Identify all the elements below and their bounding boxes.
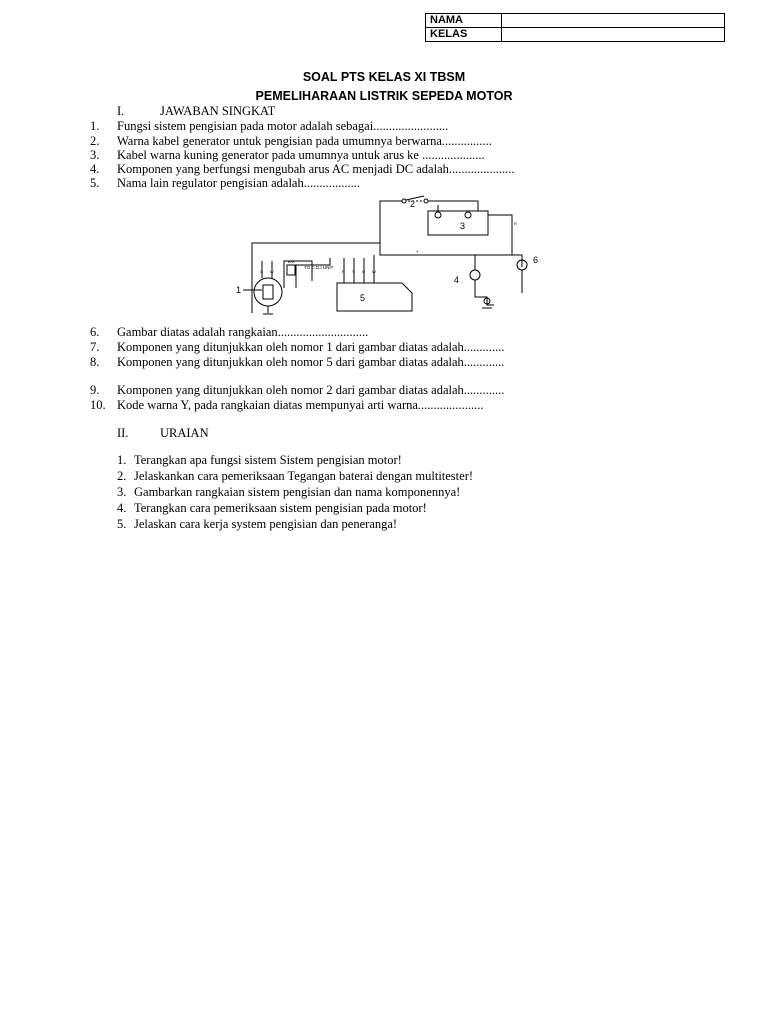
question-number: 10. xyxy=(90,398,106,412)
question-text: Kabel warna kuning generator pada umumnya untuk arus ke .................... xyxy=(117,148,485,162)
section2-numeral: II. xyxy=(117,426,129,440)
student-id-table xyxy=(425,13,725,42)
question-text: Jelaskan cara kerja system pengisian dan peneranga! xyxy=(134,517,398,531)
question-number: 4. xyxy=(117,501,127,515)
class-label: KELAS xyxy=(426,28,502,42)
question-9 xyxy=(90,383,505,398)
question-8 xyxy=(90,355,505,370)
label-1: 1 xyxy=(236,285,242,295)
question-text: Fungsi sistem pengisian pada motor adalah sebagai........................ xyxy=(117,119,449,133)
question-5 xyxy=(90,176,360,191)
wire-code: G xyxy=(260,269,264,274)
question-number: 4. xyxy=(90,162,100,176)
charging-circuit-diagram xyxy=(232,193,572,323)
switch-contact-right xyxy=(424,199,428,203)
question-number: 8. xyxy=(90,355,100,369)
question-number: 9. xyxy=(90,383,100,397)
wire-left-top xyxy=(252,201,402,313)
question-4 xyxy=(90,162,515,177)
wire-code: Y xyxy=(416,249,419,254)
question-number: 3. xyxy=(117,485,127,499)
question-text: Komponen yang ditunjukkan oleh nomor 1 dari gambar diatas adalah............. xyxy=(117,340,505,354)
question-number: 1. xyxy=(90,119,100,133)
wire-code: Y xyxy=(352,269,355,274)
switch-contact-left xyxy=(402,199,406,203)
label-3: 3 xyxy=(460,221,466,231)
exam-subtitle: PEMELIHARAAN LISTRIK SEPEDA MOTOR xyxy=(255,89,513,103)
generator-1 xyxy=(254,278,282,306)
wire-code: W xyxy=(372,269,376,274)
question-number: 1. xyxy=(117,453,127,467)
essay-question-3 xyxy=(117,485,461,500)
wire-code: B/R xyxy=(288,259,295,264)
question-text: Komponen yang berfungsi mengubah arus AC menjadi DC adalah..................... xyxy=(117,162,515,176)
essay-question-1 xyxy=(117,453,402,468)
question-number: 7. xyxy=(90,340,100,354)
question-7 xyxy=(90,340,505,355)
question-number: 5. xyxy=(117,517,127,531)
question-text: Komponen yang ditunjukkan oleh nomor 2 dari gambar diatas adalah............. xyxy=(117,383,505,397)
question-10 xyxy=(90,398,484,413)
wire-code: G xyxy=(362,269,366,274)
label-2: 2 xyxy=(410,199,416,209)
exciter-coil xyxy=(287,265,295,275)
question-number: 5. xyxy=(90,176,100,190)
wire-top-right xyxy=(428,201,478,211)
generator-coil xyxy=(263,285,273,299)
wire-code: R xyxy=(514,221,517,226)
section1-heading: JAWABAN SINGKAT xyxy=(160,104,276,118)
essay-question-5 xyxy=(117,517,398,532)
question-text: Nama lain regulator pengisian adalah.................. xyxy=(117,176,360,190)
question-number: 2. xyxy=(90,134,100,148)
question-3 xyxy=(90,148,485,163)
question-6 xyxy=(90,325,369,340)
class-row xyxy=(426,28,725,42)
question-text: Kode warna Y, pada rangkaian diatas mempunyai arti warna..................... xyxy=(117,398,484,412)
wire-code: W xyxy=(270,269,274,274)
label-4: 4 xyxy=(454,275,460,285)
question-number: 3. xyxy=(90,148,100,162)
label-5: 5 xyxy=(360,293,366,303)
question-text: Komponen yang ditunjukkan oleh nomor 5 dari gambar diatas adalah............. xyxy=(117,355,505,369)
lamp-4 xyxy=(470,270,480,280)
wire-bat-right xyxy=(488,215,512,243)
regulator-block-5 xyxy=(337,283,412,311)
essay-question-4 xyxy=(117,501,427,516)
cdi-label: TO C.D.I UNIT xyxy=(304,265,334,270)
wire-mid xyxy=(380,243,512,255)
question-text: Terangkan apa fungsi sistem Sistem pengisian motor! xyxy=(134,453,402,467)
question-number: 2. xyxy=(117,469,127,483)
question-text: Gambar diatas adalah rangkaian............................. xyxy=(117,325,369,339)
question-2 xyxy=(90,134,492,149)
question-text: Warna kabel generator untuk pengisian pada umumnya berwarna................ xyxy=(117,134,492,148)
wire-gen-4 xyxy=(296,258,330,288)
battery-terminal-pos xyxy=(435,212,441,218)
question-1 xyxy=(90,119,449,134)
battery xyxy=(428,211,488,235)
exam-title: SOAL PTS KELAS XI TBSM xyxy=(302,70,466,84)
class-field[interactable] xyxy=(502,28,725,42)
question-text: Jelaskankan cara pemeriksaan Tegangan baterai dengan multitester! xyxy=(134,469,474,483)
question-text: Terangkan cara pemeriksaan sistem pengisian pada motor! xyxy=(134,501,427,515)
wire-code: R xyxy=(342,269,345,274)
section1-numeral: I. xyxy=(117,104,125,118)
name-field[interactable] xyxy=(502,14,725,28)
essay-question-2 xyxy=(117,469,474,484)
battery-terminal-neg xyxy=(465,212,471,218)
name-label: NAMA xyxy=(426,14,502,28)
section2-heading: URAIAN xyxy=(160,426,209,440)
label-6: 6 xyxy=(533,255,539,265)
name-row xyxy=(426,14,725,28)
question-text: Gambarkan rangkaian sistem pengisian dan nama komponennya! xyxy=(134,485,461,499)
question-number: 6. xyxy=(90,325,100,339)
